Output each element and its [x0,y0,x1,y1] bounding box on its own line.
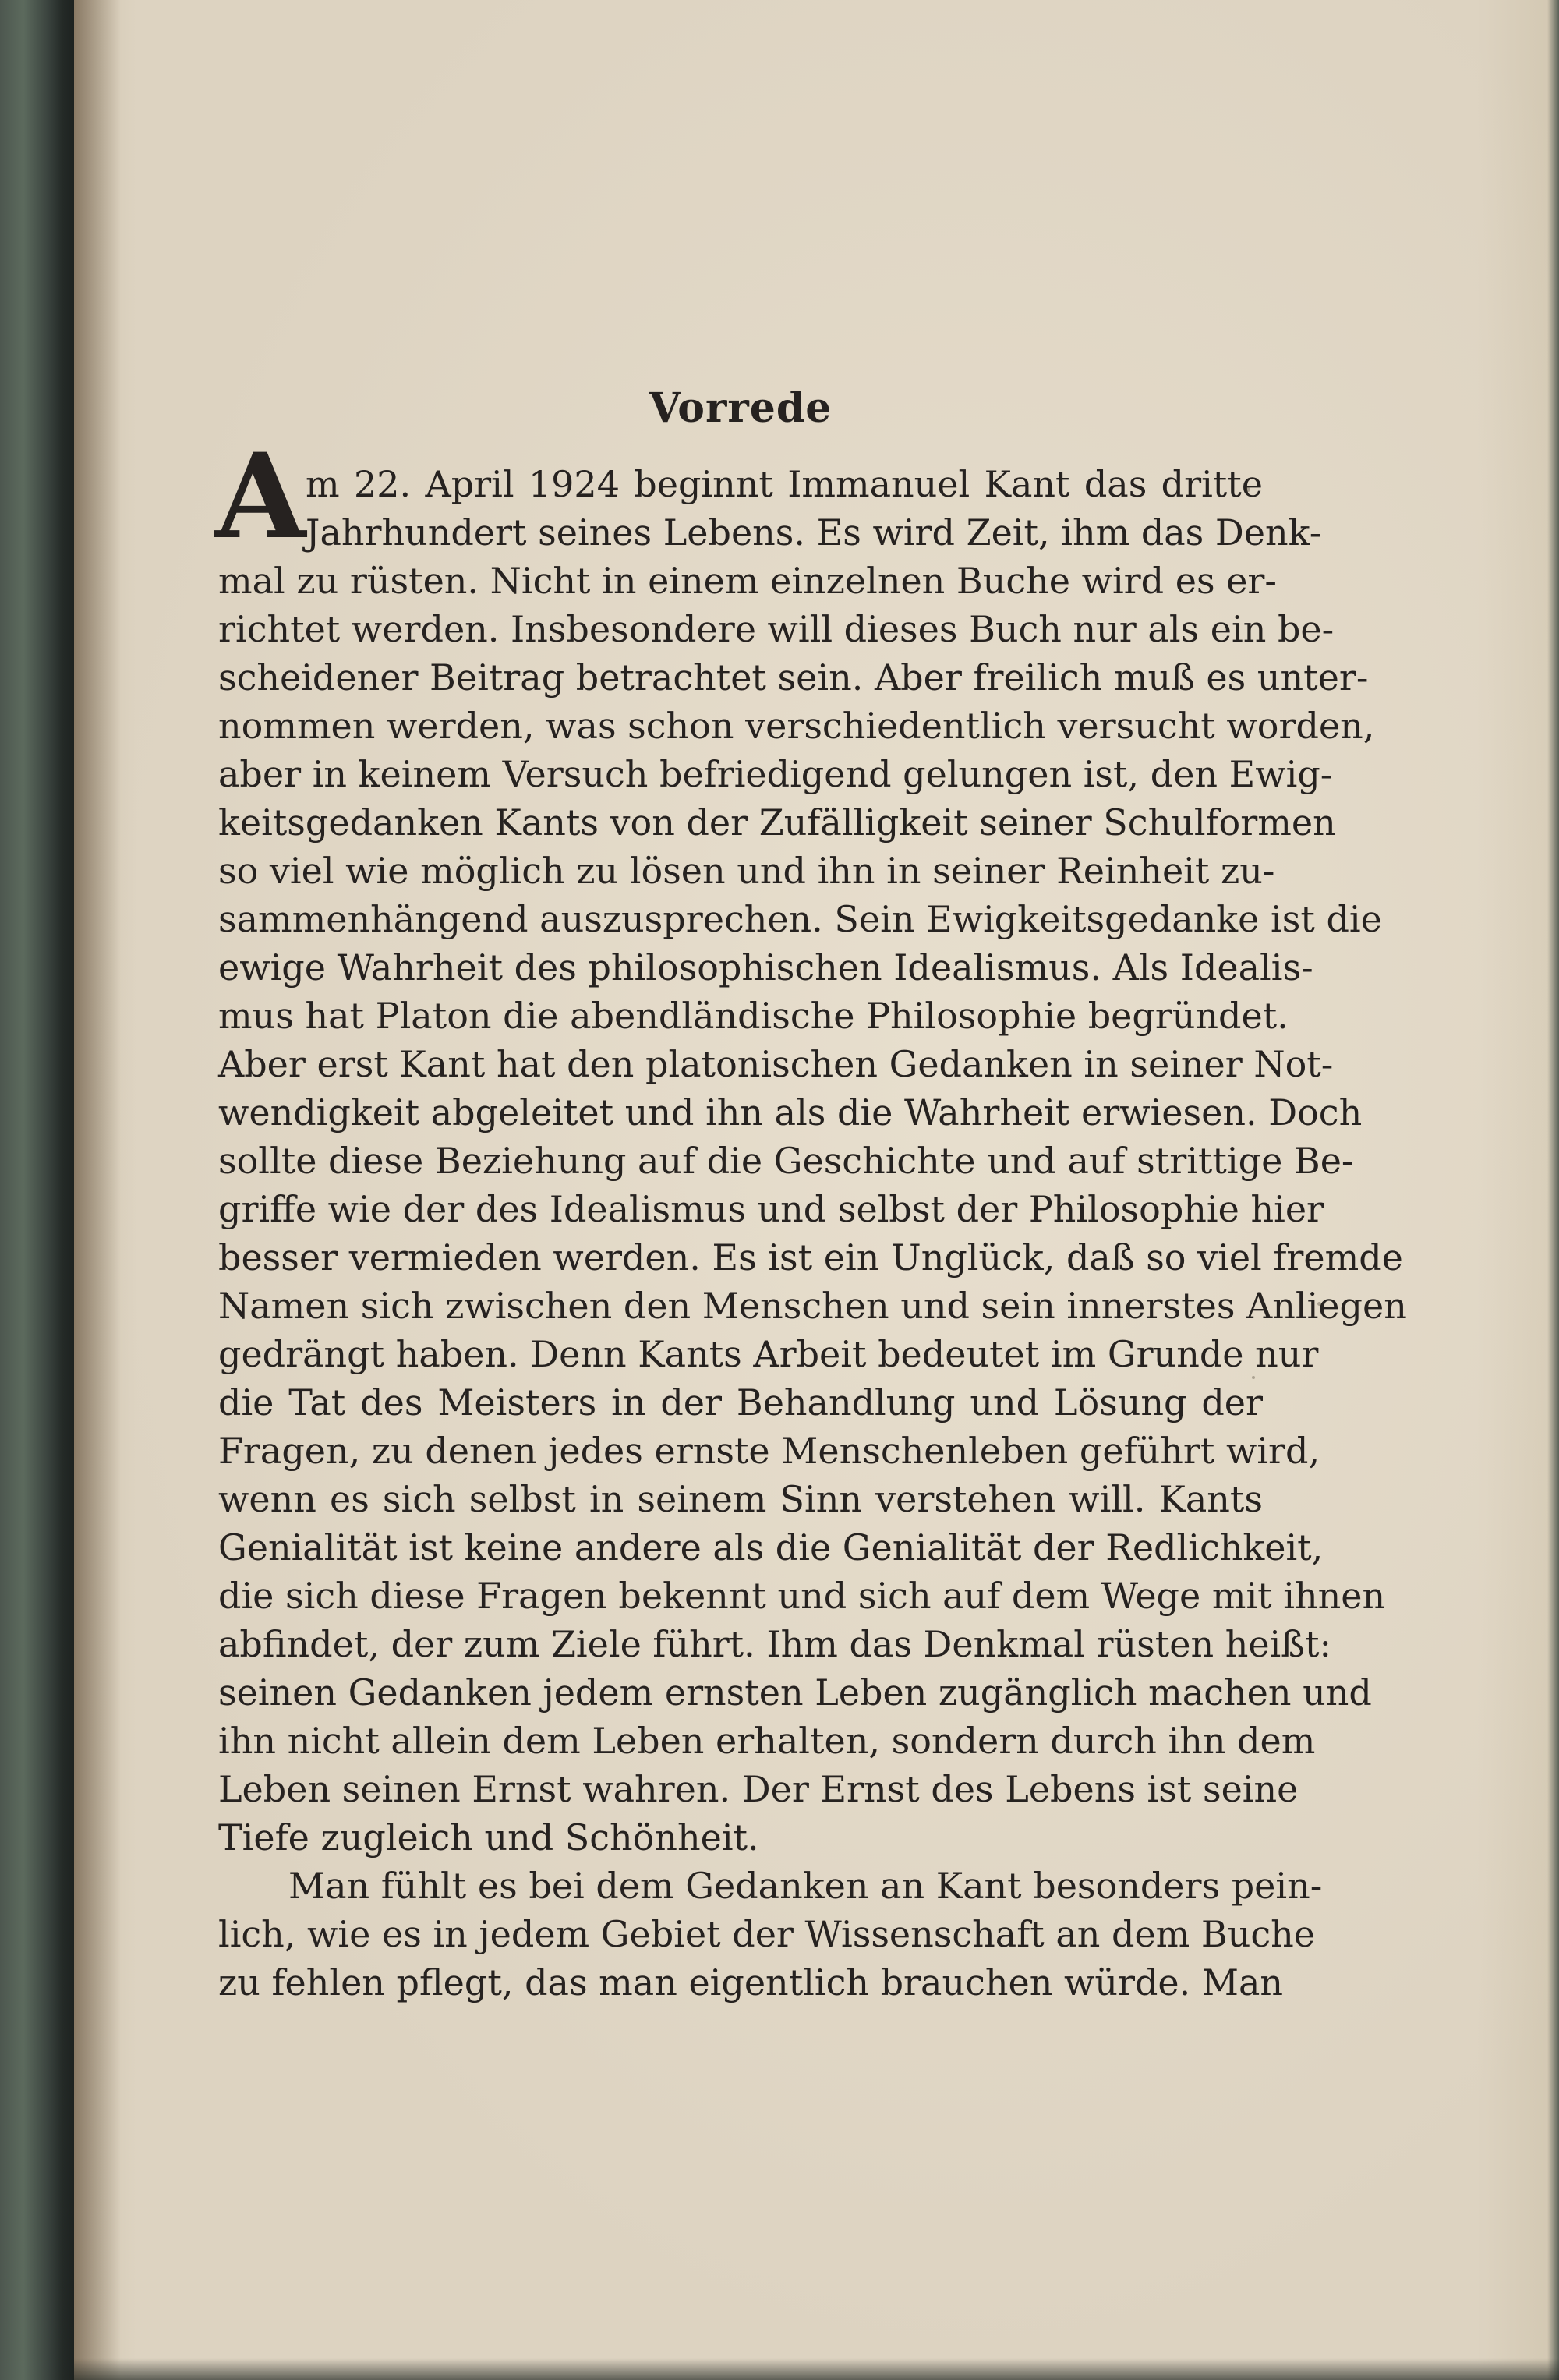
text-line: sammenhängend auszusprechen. Sein Ewigkeitsgedanke ist die [218,898,1382,940]
text-line: wendigkeit abgeleitet und ihn als die Wahrheit erwiesen. Doch [218,1091,1363,1133]
text-line: richtet werden. Insbesondere will dieses Buch nur als ein be- [218,608,1335,650]
text-line: Man fühlt es bei dem Gedanken an Kant besonders pein- [288,1865,1323,1907]
text-line: ewige Wahrheit des philosophischen Idealismus. Als Idealis- [218,946,1313,988]
text-line: so viel wie möglich zu lösen und ihn in seiner Reinheit zu- [218,850,1275,892]
text-line: lich, wie es in jedem Gebiet der Wissenschaft an dem Buche [218,1913,1315,1955]
text-line: besser vermieden werden. Es ist ein Unglück, daß so viel fremde [218,1236,1403,1278]
text-line: griffe wie der des Idealismus und selbst der Philosophie hier [218,1188,1324,1230]
text-line: Jahrhundert seines Lebens. Es wird Zeit, ihm das Denk- [306,511,1322,553]
text-line: gedrängt haben. Denn Kants Arbeit bedeutet im Grunde nur [218,1333,1319,1375]
text-line: seinen Gedanken jedem ernsten Leben zugänglich machen und [218,1671,1372,1713]
text-line: aber in keinem Versuch befriedigend gelungen ist, den Ewig- [218,753,1333,795]
text-line: nommen werden, was schon verschiedentlich versucht worden, [218,705,1375,747]
text-line: wenn es sich selbst in seinem Sinn verstehen will. Kants [218,1478,1263,1520]
book-binding [0,0,74,2380]
text-line: keitsgedanken Kants von der Zufälligkeit seiner Schulformen [218,801,1336,843]
text-line: Aber erst Kant hat den platonischen Gedanken in seiner Not- [218,1043,1334,1085]
text-line: mus hat Platon die abendländische Philosophie begründet. [218,995,1289,1037]
text-line: Genialität ist keine andere als die Genialität der Redlichkeit, [218,1526,1324,1568]
text-line: m 22. April 1924 beginnt Immanuel Kant das dritte [306,463,1263,505]
text-line: Leben seinen Ernst wahren. Der Ernst des Lebens ist seine [218,1768,1299,1810]
text-line: die sich diese Fragen bekennt und sich auf dem Wege mit ihnen [218,1575,1386,1617]
text-line: sollte diese Beziehung auf die Geschichte und auf strittige Be- [218,1140,1354,1182]
gutter-shadow [74,0,121,2380]
text-line: die Tat des Meisters in der Behandlung und Lösung der [218,1381,1263,1423]
text-line: Fragen, zu denen jedes ernste Menschenleben geführt wird, [218,1430,1320,1472]
page-right-edge [1547,0,1559,2380]
text-line: zu fehlen pflegt, das man eigentlich brauchen würde. Man [218,1961,1284,2003]
paper-speck [1252,1376,1255,1379]
text-line: ihn nicht allein dem Leben erhalten, sondern durch ihn dem [218,1720,1316,1762]
text-line: scheidener Beitrag betrachtet sein. Aber freilich muß es unter- [218,656,1369,698]
text-line: Tiefe zugleich und Schönheit. [218,1816,759,1858]
text-line: abfindet, der zum Ziele führt. Ihm das Denkmal rüsten heißt: [218,1623,1331,1665]
paper-speck [1246,487,1250,492]
page-title: Vorrede [649,384,833,432]
drop-cap: A [215,428,306,565]
paper-speck [1317,1302,1321,1306]
text-line: Namen sich zwischen den Menschen und sein innerstes Anliegen [218,1285,1407,1327]
page-bottom-edge [74,2358,1559,2380]
text-line: mal zu rüsten. Nicht in einem einzelnen Buche wird es er- [218,560,1277,602]
